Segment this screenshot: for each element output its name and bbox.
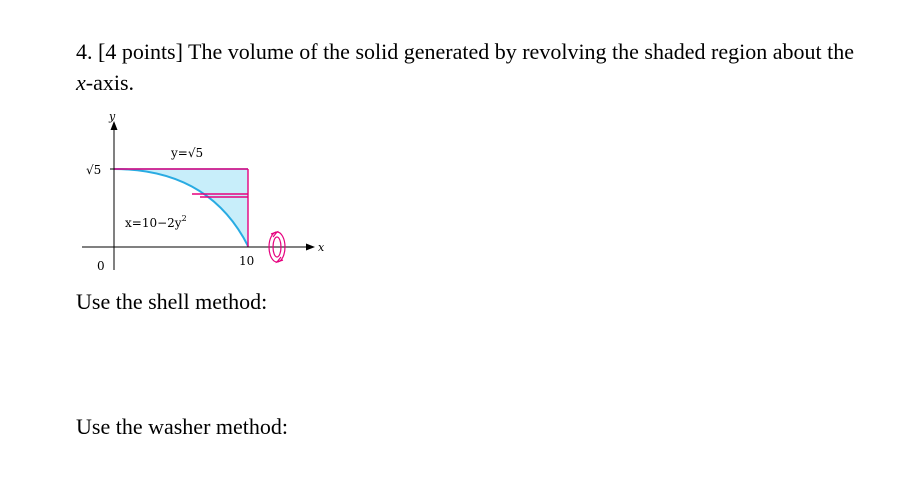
curve-label [125,214,187,230]
origin-label: 0 [97,259,105,273]
top-line-label: y=√5 [171,146,204,160]
curve-label-base: x=10−2y [125,216,182,230]
x-axis-arrow [306,244,315,251]
x-tick-label: 10 [239,254,255,268]
shell-method-prompt: Use the shell method: [76,289,268,314]
region-graph [80,110,330,280]
problem-points: [4 points] [98,39,183,64]
curve-label-exponent: 2 [181,214,187,223]
axis-variable: x [76,70,86,95]
y-axis-label: y [109,110,116,123]
problem-number: 4. [76,39,93,64]
washer-method-prompt: Use the washer method: [76,414,288,439]
y-tick-label: √5 [86,163,102,177]
problem-statement [76,36,856,98]
region-figure [80,110,330,280]
x-axis-label: x [318,241,325,254]
problem-text-part-2: -axis. [85,70,135,95]
problem-text-part-1: The volume of the solid generated by revolving the shaded region about the [182,39,854,64]
